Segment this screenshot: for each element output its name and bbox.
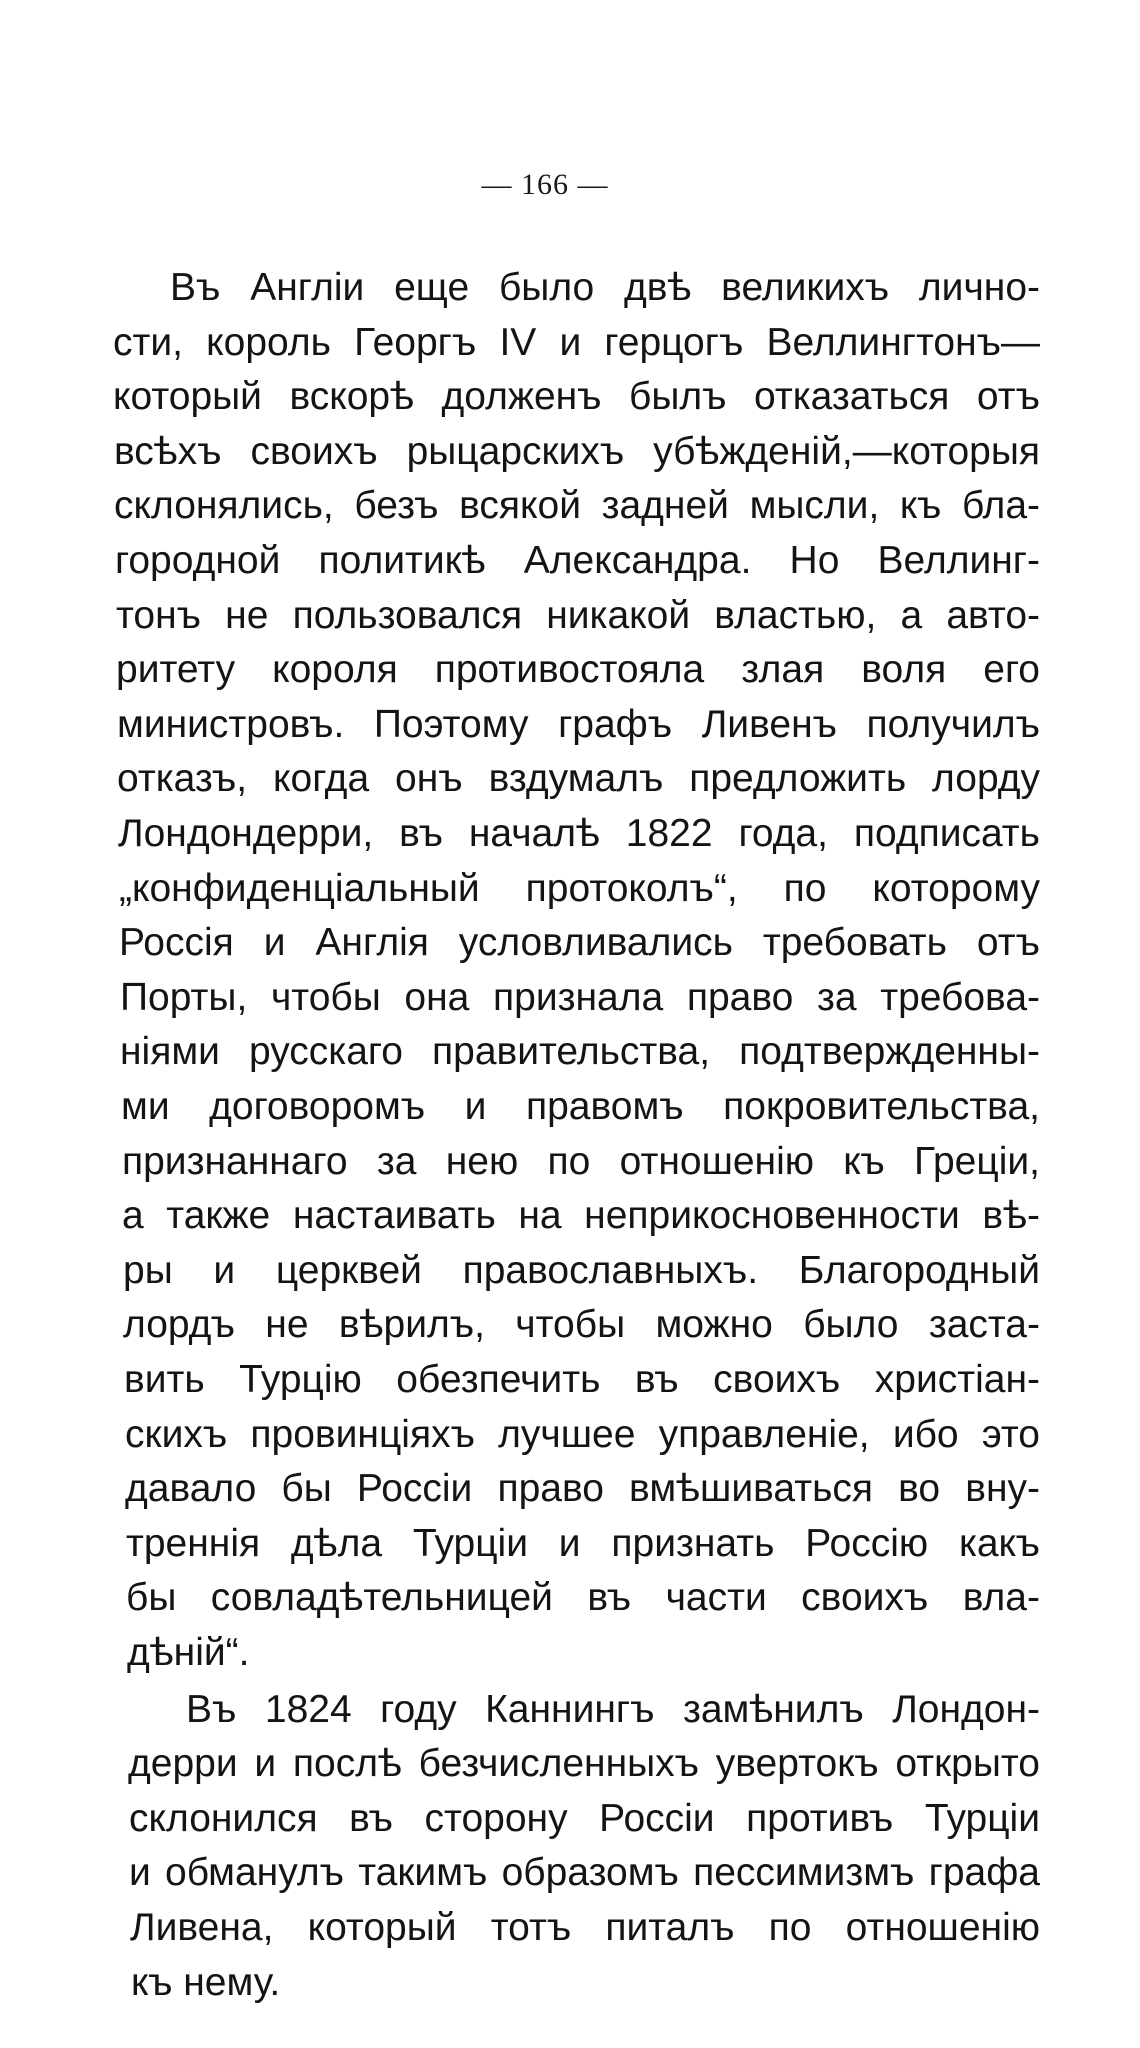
- text-line: тонъ не пользовался никакой властью, а авто-: [116, 593, 1040, 637]
- text-line: вить Турцію обезпечить въ своихъ христіан-: [124, 1358, 1040, 1401]
- text-line: лордъ не вѣрилъ, чтобы можно было заста-: [123, 1303, 1040, 1347]
- text-line: дерри и послѣ безчисленныхъ увертокъ открыто: [128, 1742, 1040, 1786]
- text-line: „конфиденціальный протоколъ“, по которому: [119, 866, 1040, 910]
- page-number: — 166 —: [481, 168, 609, 201]
- text-line: Ливена, который тотъ питалъ по отношенію: [130, 1906, 1040, 1949]
- text-line: сти, король Георгъ IV и герцогъ Веллингтонъ—: [113, 320, 1040, 364]
- text-line: городной политикѣ Александра. Но Веллинг-: [115, 539, 1040, 582]
- text-line: Россія и Англія условливались требовать отъ: [119, 921, 1040, 965]
- text-line: бы совладѣтельницей въ части своихъ вла-: [126, 1576, 1040, 1620]
- text-line: Лондондерри, въ началѣ 1822 года, подписать: [118, 812, 1040, 855]
- text-line: ми договоромъ и правомъ покровительства,: [121, 1085, 1040, 1128]
- text-line: ніями русскаго правительства, подтвержденны-: [120, 1030, 1040, 1074]
- text-line: склонялись, безъ всякой задней мысли, къ бла-: [114, 484, 1040, 528]
- text-line: всѣхъ своихъ рыцарскихъ убѣжденій,—которыя: [114, 429, 1040, 473]
- text-line: дѣній“.: [127, 1631, 250, 1674]
- text-line: Въ 1824 году Каннингъ замѣнилъ Лондон-: [186, 1687, 1040, 1731]
- text-line: Порты, чтобы она признала право за требова-: [120, 975, 1040, 1019]
- text-line: треннія дѣла Турціи и признать Россію какъ: [126, 1521, 1040, 1565]
- text-line: ритету короля противостояла злая воля его: [116, 648, 1040, 692]
- text-line: къ нему.: [131, 1960, 281, 2004]
- text-line: признаннаго за нею по отношенію къ Греціи,: [122, 1139, 1040, 1183]
- text-line: склонился въ сторону Россіи противъ Турціи: [129, 1796, 1040, 1840]
- text-line: который вскорѣ долженъ былъ отказаться отъ: [113, 375, 1040, 419]
- text-line: министровъ. Поэтому графъ Ливенъ получилъ: [117, 702, 1040, 746]
- text-line: Въ Англіи еще было двѣ великихъ лично-: [170, 266, 1040, 309]
- text-line: а также настаивать на неприкосновенности вѣ-: [122, 1194, 1040, 1238]
- text-line: и обманулъ такимъ образомъ пессимизмъ графа: [129, 1851, 1040, 1895]
- text-line: отказъ, когда онъ вздумалъ предложить лорду: [117, 757, 1040, 801]
- text-line: скихъ провинціяхъ лучшее управленіе, ибо это: [125, 1412, 1040, 1456]
- text-line: ры и церквей православныхъ. Благородный: [123, 1248, 1040, 1292]
- text-line: давало бы Россіи право вмѣшиваться во вну-: [125, 1467, 1040, 1511]
